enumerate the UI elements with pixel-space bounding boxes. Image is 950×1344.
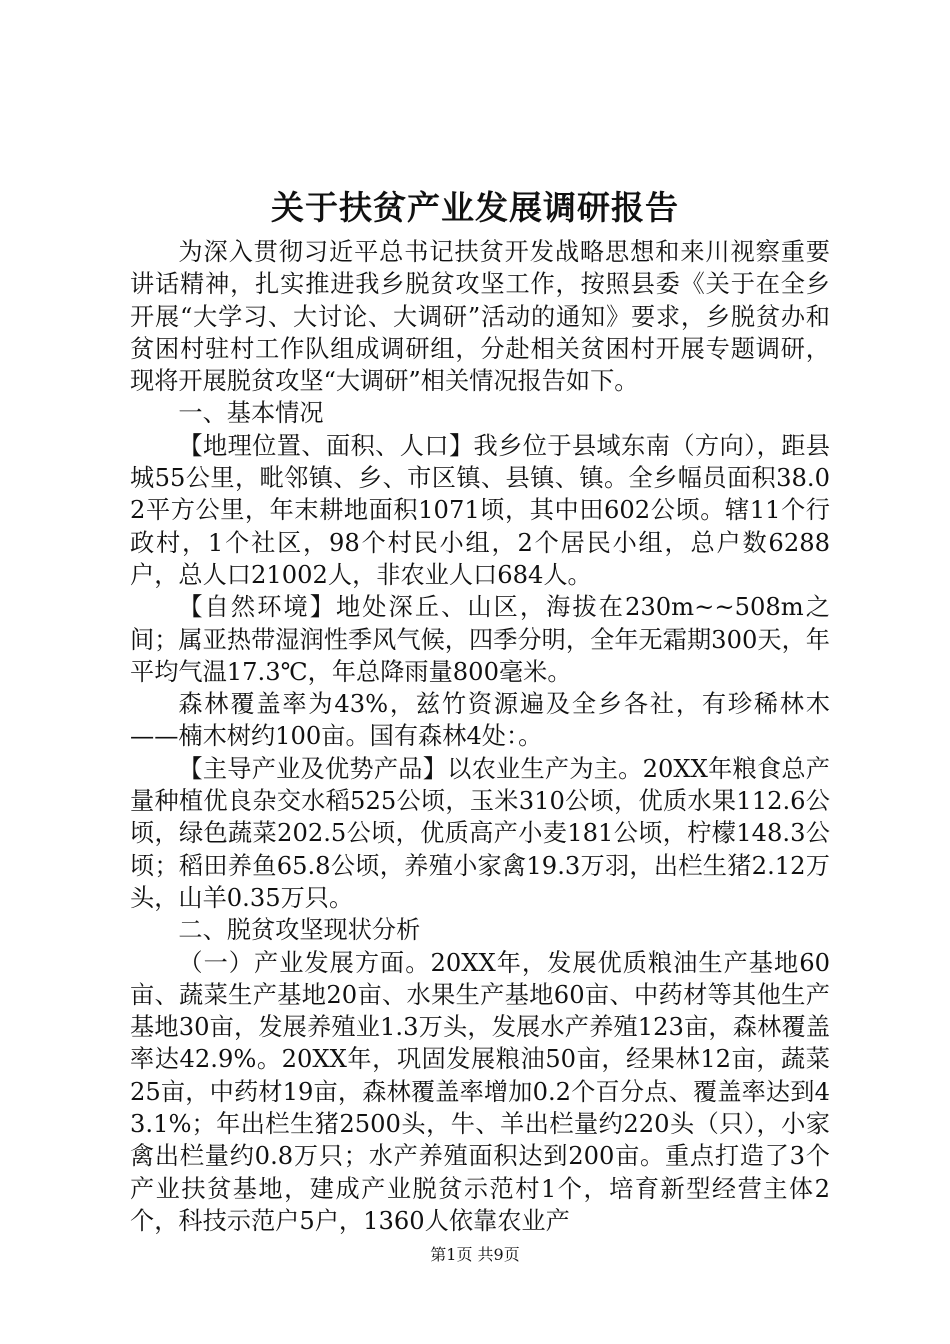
paragraph-industry-development: （一）产业发展方面。20XX年，发展优质粮油生产基地60亩、蔬菜生产基地20亩、水果生产基地60亩、中药材等其他生产基地30亩，发展养殖业1.3万头，发展水产养殖123亩，森林覆盖率达42.9%。20XX年，巩固发展粮油50亩，经果林12亩，蔬菜25亩，中药材19亩，森林覆盖率增加0.2个百分点、覆盖率达到43.1%；年出栏生猪2500头，牛、羊出栏量约220头（只），小家禽出栏量约0.8万只；水产养殖面积达到200亩。重点打造了3个产业扶贫基地，建成产业脱贫示范村1个，培育新型经营主体2个，科技示范户5户，1360人依靠农业产	[130, 948, 830, 1235]
section-heading-basic-info: 一、基本情况	[178, 399, 324, 428]
intro-paragraph: 为深入贯彻习近平总书记扶贫开发战略思想和来川视察重要讲话精神，扎实推进我乡脱贫攻坚工作，按照县委《关于在全乡开展“大学习、大讨论、大调研”活动的通知》要求，乡脱贫办和贫困村驻村工作队组成调研组，分赴相关贫困村开展专题调研，现将开展脱贫攻坚“大调研”相关情况报告如下。	[130, 238, 830, 396]
document-body	[130, 236, 830, 1237]
page-number-footer: 第1页 共9页	[430, 1245, 520, 1264]
paragraph-leading-industries: 【主导产业及优势产品】以农业生产为主。20XX年粮食总产量种植优良杂交水稻525公顷，玉米310公顷，优质水果112.6公顷，绿色蔬菜202.5公顷，优质高产小麦181公顷，柠檬148.3公顷；稻田养鱼65.8公顷，养殖小家禽19.3万羽，出栏生猪2.12万头，山羊0.35万只。	[130, 754, 830, 912]
paragraph-location-area-population: 【地理位置、面积、人口】我乡位于县域东南（方向），距县城55公里，毗邻镇、乡、市区镇、县镇、镇。全乡幅员面积38.02平方公里，年末耕地面积1071顷，其中田602公顷。辖11个行政村，1个社区，98个村民小组，2个居民小组，总户数6288户，总人口21002人，非农业人口684人。	[130, 431, 830, 589]
paragraph-forest-coverage: 森林覆盖率为43%，兹竹资源遍及全乡各社，有珍稀林木——楠木树约100亩。国有森林4处：。	[130, 690, 830, 751]
document-title: 关于扶贫产业发展调研报告	[271, 188, 679, 227]
paragraph-natural-environment: 【自然环境】地处深丘、山区，海拔在230m~~508m之间；属亚热带湿润性季风气候，四季分明，全年无霜期300天，年平均气温17.3℃，年总降雨量800毫米。	[130, 593, 830, 686]
section-heading-status-analysis: 二、脱贫攻坚现状分析	[178, 916, 421, 945]
